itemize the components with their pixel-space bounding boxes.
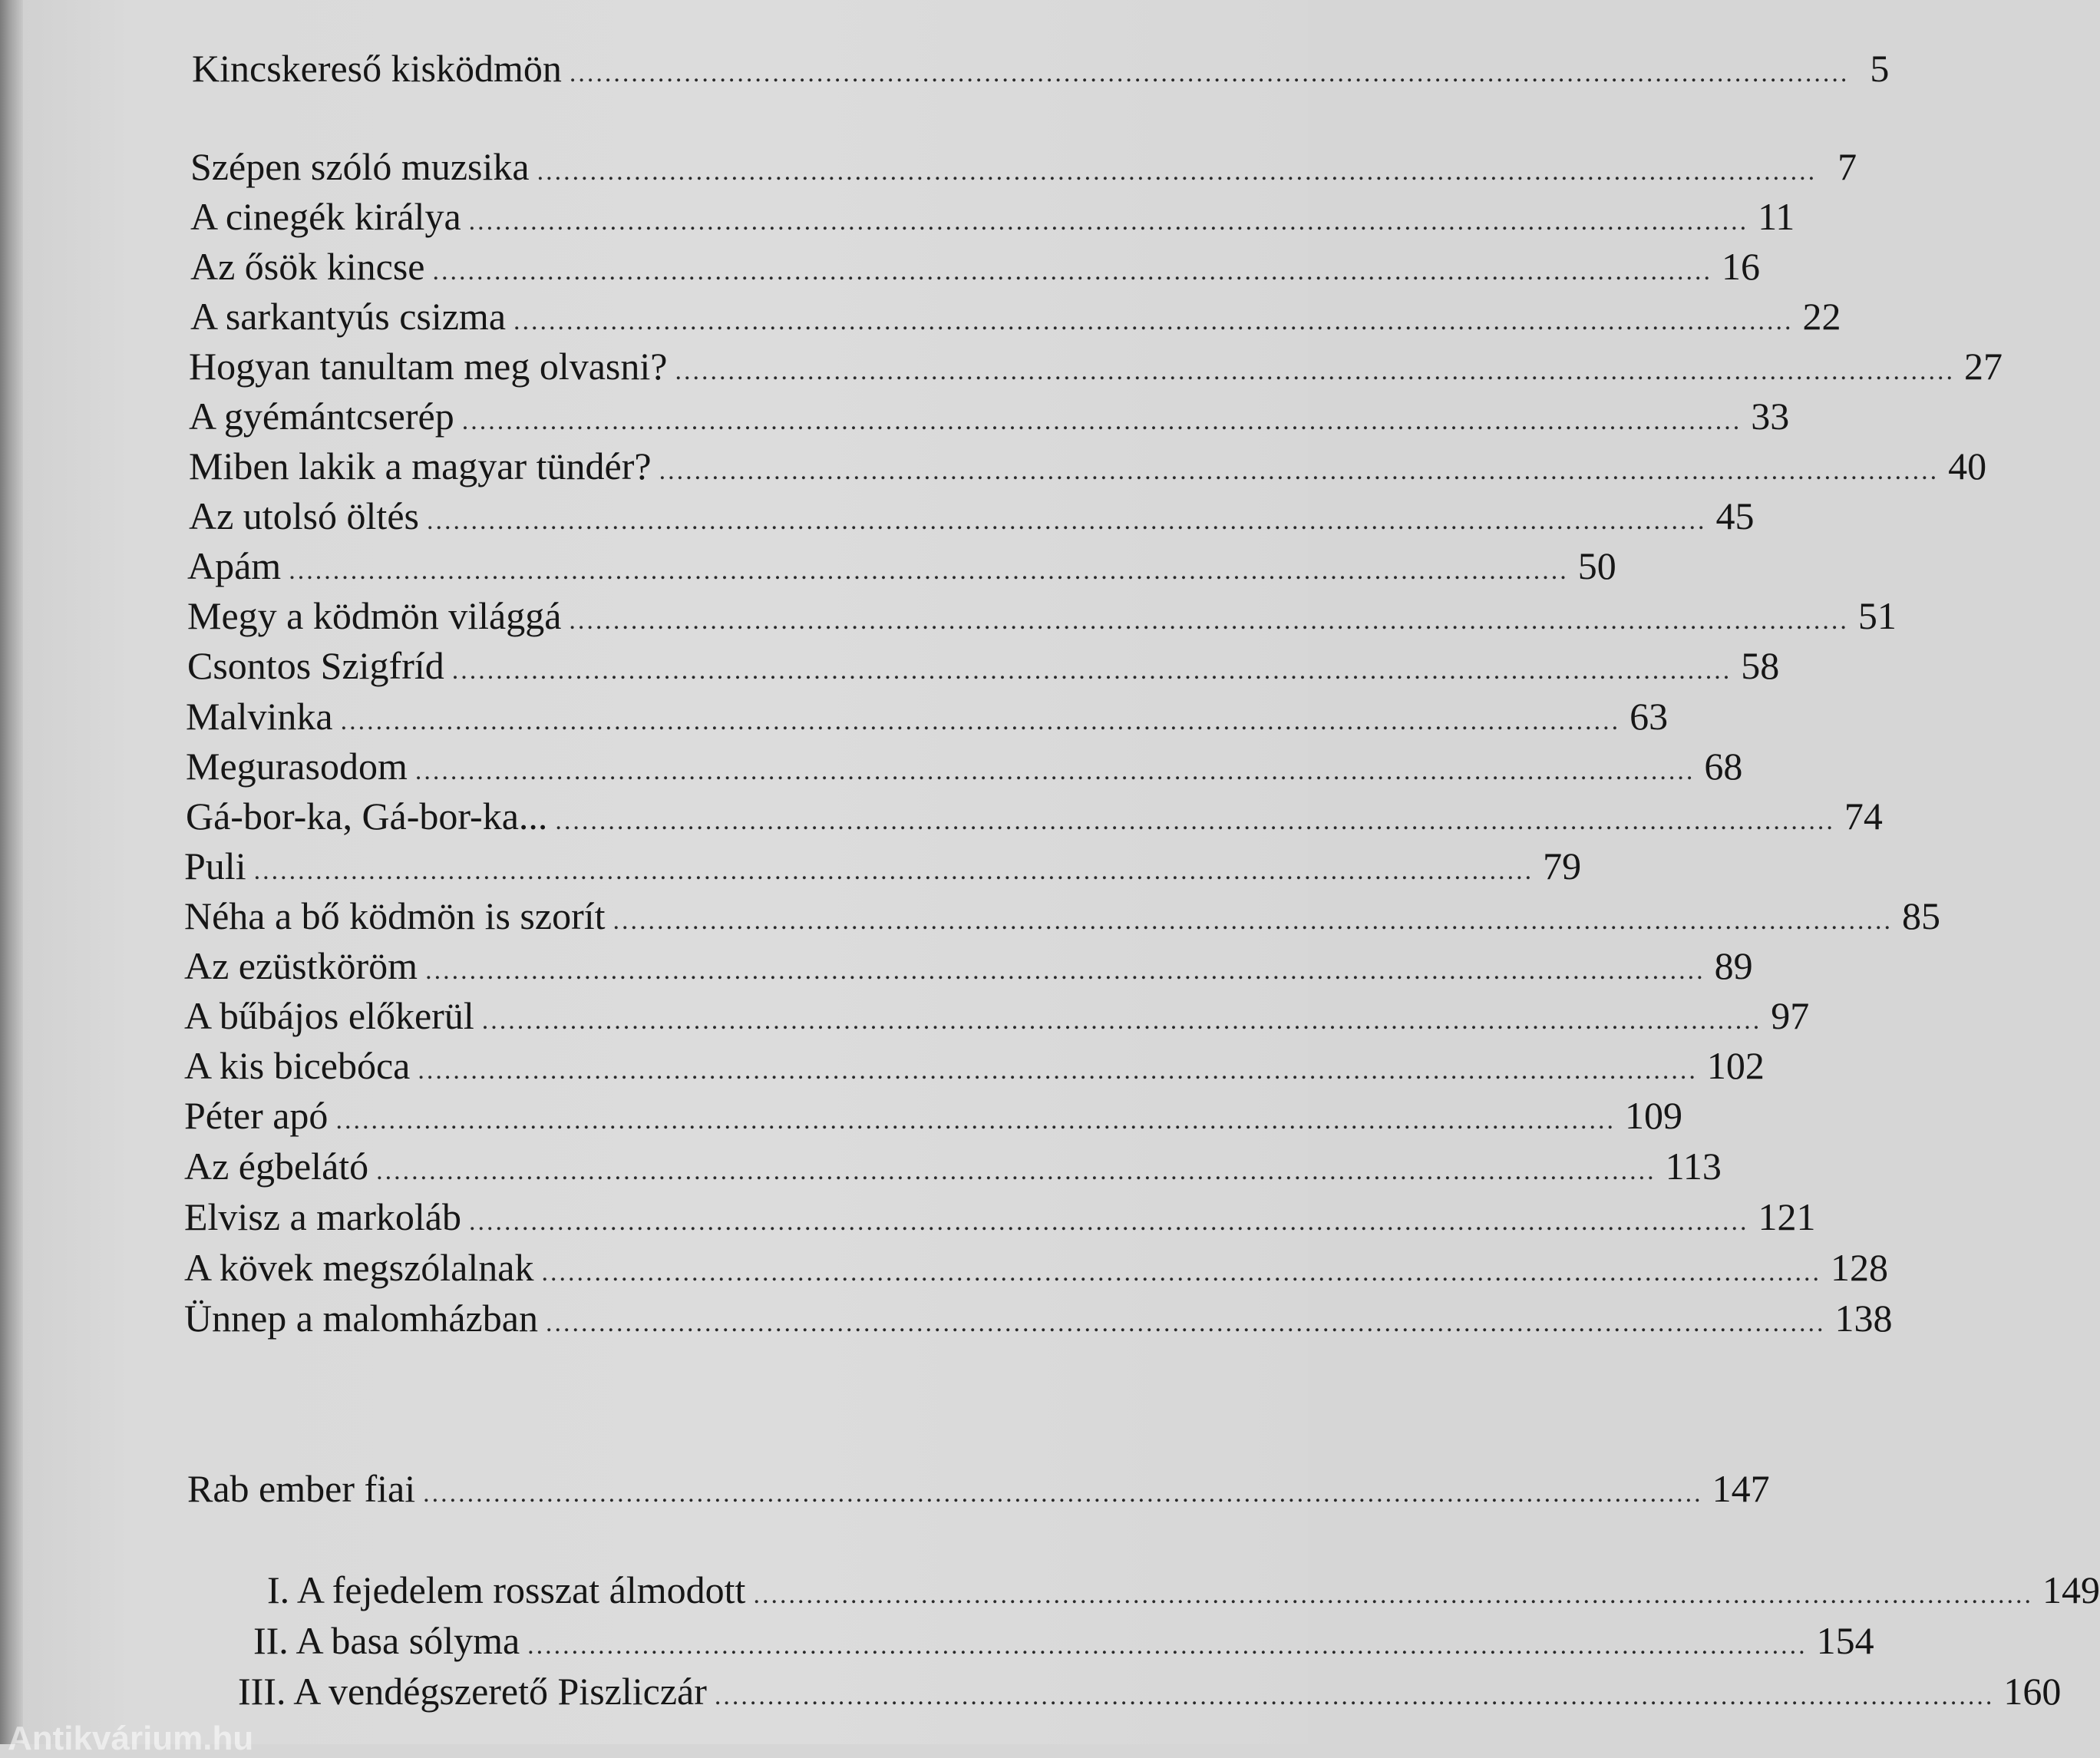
toc-subentry xyxy=(267,1566,2100,1614)
toc-dot-leader: ................................................................................................................................................. xyxy=(714,1682,1995,1710)
watermark: Antikvárium.hu xyxy=(8,1720,254,1757)
toc-entry-title: Rab ember fiai xyxy=(187,1467,416,1510)
toc-dot-leader: ................................................................................................................................................. xyxy=(468,207,1749,236)
toc-dot-leader: ................................................................................................................................................. xyxy=(569,59,1850,88)
toc-dot-leader: ................................................................................................................................................. xyxy=(537,157,1818,186)
toc-entry-page: 85 xyxy=(1902,894,1941,937)
toc-entry xyxy=(184,942,1753,990)
toc-entry-title: Apám xyxy=(187,544,282,587)
toc-entry-page: 7 xyxy=(1838,145,1857,188)
toc-dot-leader: ................................................................................................................................................. xyxy=(253,857,1534,885)
toc-entry xyxy=(192,45,1890,92)
toc-entry-page: 74 xyxy=(1844,795,1883,838)
toc-entry-title: II. A basa sólyma xyxy=(253,1619,520,1662)
toc-entry-page: 51 xyxy=(1857,594,1897,637)
toc-entry-page: 147 xyxy=(1712,1467,1770,1510)
toc-dot-leader: ................................................................................................................................................. xyxy=(513,307,1794,335)
toc-entry xyxy=(190,143,1857,190)
toc-dot-leader: ................................................................................................................................................. xyxy=(414,757,1696,785)
toc-entry-title: I. A fejedelem rosszat álmodott xyxy=(267,1568,746,1611)
toc-dot-leader: ................................................................................................................................................. xyxy=(335,1106,1616,1135)
toc-entry-title: Néha a bő ködmön is szorít xyxy=(184,894,606,937)
toc-entry-page: 102 xyxy=(1706,1044,1765,1087)
toc-dot-leader: ................................................................................................................................................. xyxy=(418,1056,1698,1085)
toc-entry-title: Szépen szóló muzsika xyxy=(190,145,530,188)
toc-entry xyxy=(184,842,1582,890)
toc-entry-page: 79 xyxy=(1543,844,1582,887)
toc-dot-leader: ................................................................................................................................................. xyxy=(753,1581,2033,1609)
toc-dot-leader: ................................................................................................................................................. xyxy=(555,807,1835,835)
toc-entry-page: 149 xyxy=(2042,1568,2100,1611)
toc-dot-leader: ................................................................................................................................................. xyxy=(569,606,1849,635)
toc-dot-leader: ................................................................................................................................................. xyxy=(461,407,1742,435)
toc-entry-page: 40 xyxy=(1948,444,1987,487)
toc-dot-leader: ................................................................................................................................................. xyxy=(675,357,1955,385)
toc-dot-leader: ................................................................................................................................................. xyxy=(541,1258,1821,1287)
toc-entry xyxy=(184,1244,1888,1291)
toc-entry xyxy=(184,892,1941,940)
toc-entry xyxy=(184,1294,1893,1342)
toc-dot-leader: ................................................................................................................................................. xyxy=(451,656,1732,685)
toc-entry xyxy=(187,642,1780,689)
toc-entry-page: 68 xyxy=(1704,745,1743,788)
toc-entry-title: A cinegék királya xyxy=(190,195,461,238)
toc-entry-title: Megy a ködmön világgá xyxy=(187,594,562,637)
toc-entry-page: 138 xyxy=(1834,1297,1893,1340)
toc-entry-page: 89 xyxy=(1714,944,1753,987)
toc-entry-page: 27 xyxy=(1963,345,2003,388)
toc-dot-leader: ................................................................................................................................................. xyxy=(425,957,1705,985)
toc-entry-title: Az ősök kincse xyxy=(190,245,425,288)
toc-dot-leader: ................................................................................................................................................. xyxy=(612,907,1894,935)
toc-dot-leader: ................................................................................................................................................. xyxy=(469,1208,1749,1236)
toc-entry-title: A sarkantyús csizma xyxy=(190,295,507,338)
toc-entry-title: Malvinka xyxy=(186,695,333,738)
toc-dot-leader: ................................................................................................................................................. xyxy=(481,1006,1762,1035)
toc-entry xyxy=(190,292,1841,340)
toc-entry-page: 113 xyxy=(1665,1145,1722,1188)
toc-entry xyxy=(184,1193,1816,1241)
toc-entry xyxy=(184,992,1810,1039)
toc-entry xyxy=(189,342,2003,390)
toc-entry xyxy=(190,243,1760,290)
toc-entry xyxy=(189,392,1790,440)
toc-entry-title: Miben lakik a magyar tündér? xyxy=(189,444,652,487)
toc-entry-page: 128 xyxy=(1830,1246,1888,1289)
toc-dot-leader: ................................................................................................................................................. xyxy=(376,1157,1656,1185)
toc-entry-page: 16 xyxy=(1722,245,1760,288)
toc-dot-leader: ................................................................................................................................................. xyxy=(289,557,1569,585)
toc-entry-page: 63 xyxy=(1629,695,1669,738)
toc-entry-title: Az utolsó öltés xyxy=(189,494,419,537)
toc-dot-leader: ................................................................................................................................................. xyxy=(426,507,1707,535)
toc-entry xyxy=(184,1092,1682,1139)
toc-entry-title: Hogyan tanultam meg olvasni? xyxy=(189,345,668,388)
toc-dot-leader: ................................................................................................................................................. xyxy=(545,1309,1826,1337)
toc-entry-page: 22 xyxy=(1802,295,1841,338)
toc-entry-page: 109 xyxy=(1624,1094,1682,1137)
toc-dot-leader: ................................................................................................................................................. xyxy=(527,1631,1808,1660)
toc-dot-leader: ................................................................................................................................................. xyxy=(432,257,1712,286)
toc-dot-leader: ................................................................................................................................................. xyxy=(340,707,1621,735)
toc-entry xyxy=(184,1042,1765,1089)
toc-entry-title: Gá-bor-ka, Gá-bor-ka... xyxy=(186,795,548,838)
toc-entry-page: 58 xyxy=(1741,644,1780,687)
toc-entry-page: 50 xyxy=(1577,544,1616,587)
toc-entry xyxy=(187,1465,1770,1512)
toc-entry-title: Csontos Szigfríd xyxy=(187,644,444,687)
toc-entry xyxy=(189,492,1755,540)
toc-entry-title: A kövek megszólalnak xyxy=(184,1246,534,1289)
toc-entry-title: Elvisz a markoláb xyxy=(184,1195,461,1238)
toc-dot-leader: ................................................................................................................................................. xyxy=(659,457,1940,485)
toc-entry-page: 121 xyxy=(1758,1195,1816,1238)
toc-entry-title: Az égbelátó xyxy=(184,1145,369,1188)
toc-entry-page: 154 xyxy=(1816,1619,1874,1662)
toc-entry xyxy=(184,1142,1722,1190)
toc-entry xyxy=(189,442,1987,490)
toc-dot-leader: ................................................................................................................................................. xyxy=(423,1479,1703,1508)
toc-entry xyxy=(190,193,1795,240)
toc-entry-title: A kis bicebóca xyxy=(184,1044,411,1087)
toc-entry-page: 45 xyxy=(1715,494,1755,537)
toc-entry-title: III. A vendégszerető Piszliczár xyxy=(238,1670,707,1713)
toc-entry-title: Puli xyxy=(184,844,246,887)
toc-entry xyxy=(186,792,1883,840)
toc-entry-page: 97 xyxy=(1771,994,1810,1037)
toc-entry-page: 160 xyxy=(2003,1670,2062,1713)
toc-subentry xyxy=(238,1667,2062,1715)
toc-entry-title: A bűbájos előkerül xyxy=(184,994,474,1037)
toc-entry-page: 11 xyxy=(1758,195,1795,238)
toc-entry-title: A gyémántcserép xyxy=(189,395,454,438)
toc-entry-title: Ünnep a malomházban xyxy=(184,1297,538,1340)
toc-entry xyxy=(186,692,1669,740)
toc-entry-title: Megurasodom xyxy=(186,745,408,788)
toc-entry-page: 33 xyxy=(1751,395,1790,438)
toc-entry-title: Az ezüstköröm xyxy=(184,944,418,987)
toc-entry-title: Péter apó xyxy=(184,1094,329,1137)
toc-entry xyxy=(187,542,1616,590)
toc-entry xyxy=(187,592,1897,639)
toc-entry xyxy=(186,742,1743,790)
toc-entry-page: 5 xyxy=(1870,47,1890,90)
toc-subentry xyxy=(253,1617,1874,1664)
toc-entry-title: Kincskereső kisködmön xyxy=(192,47,562,90)
